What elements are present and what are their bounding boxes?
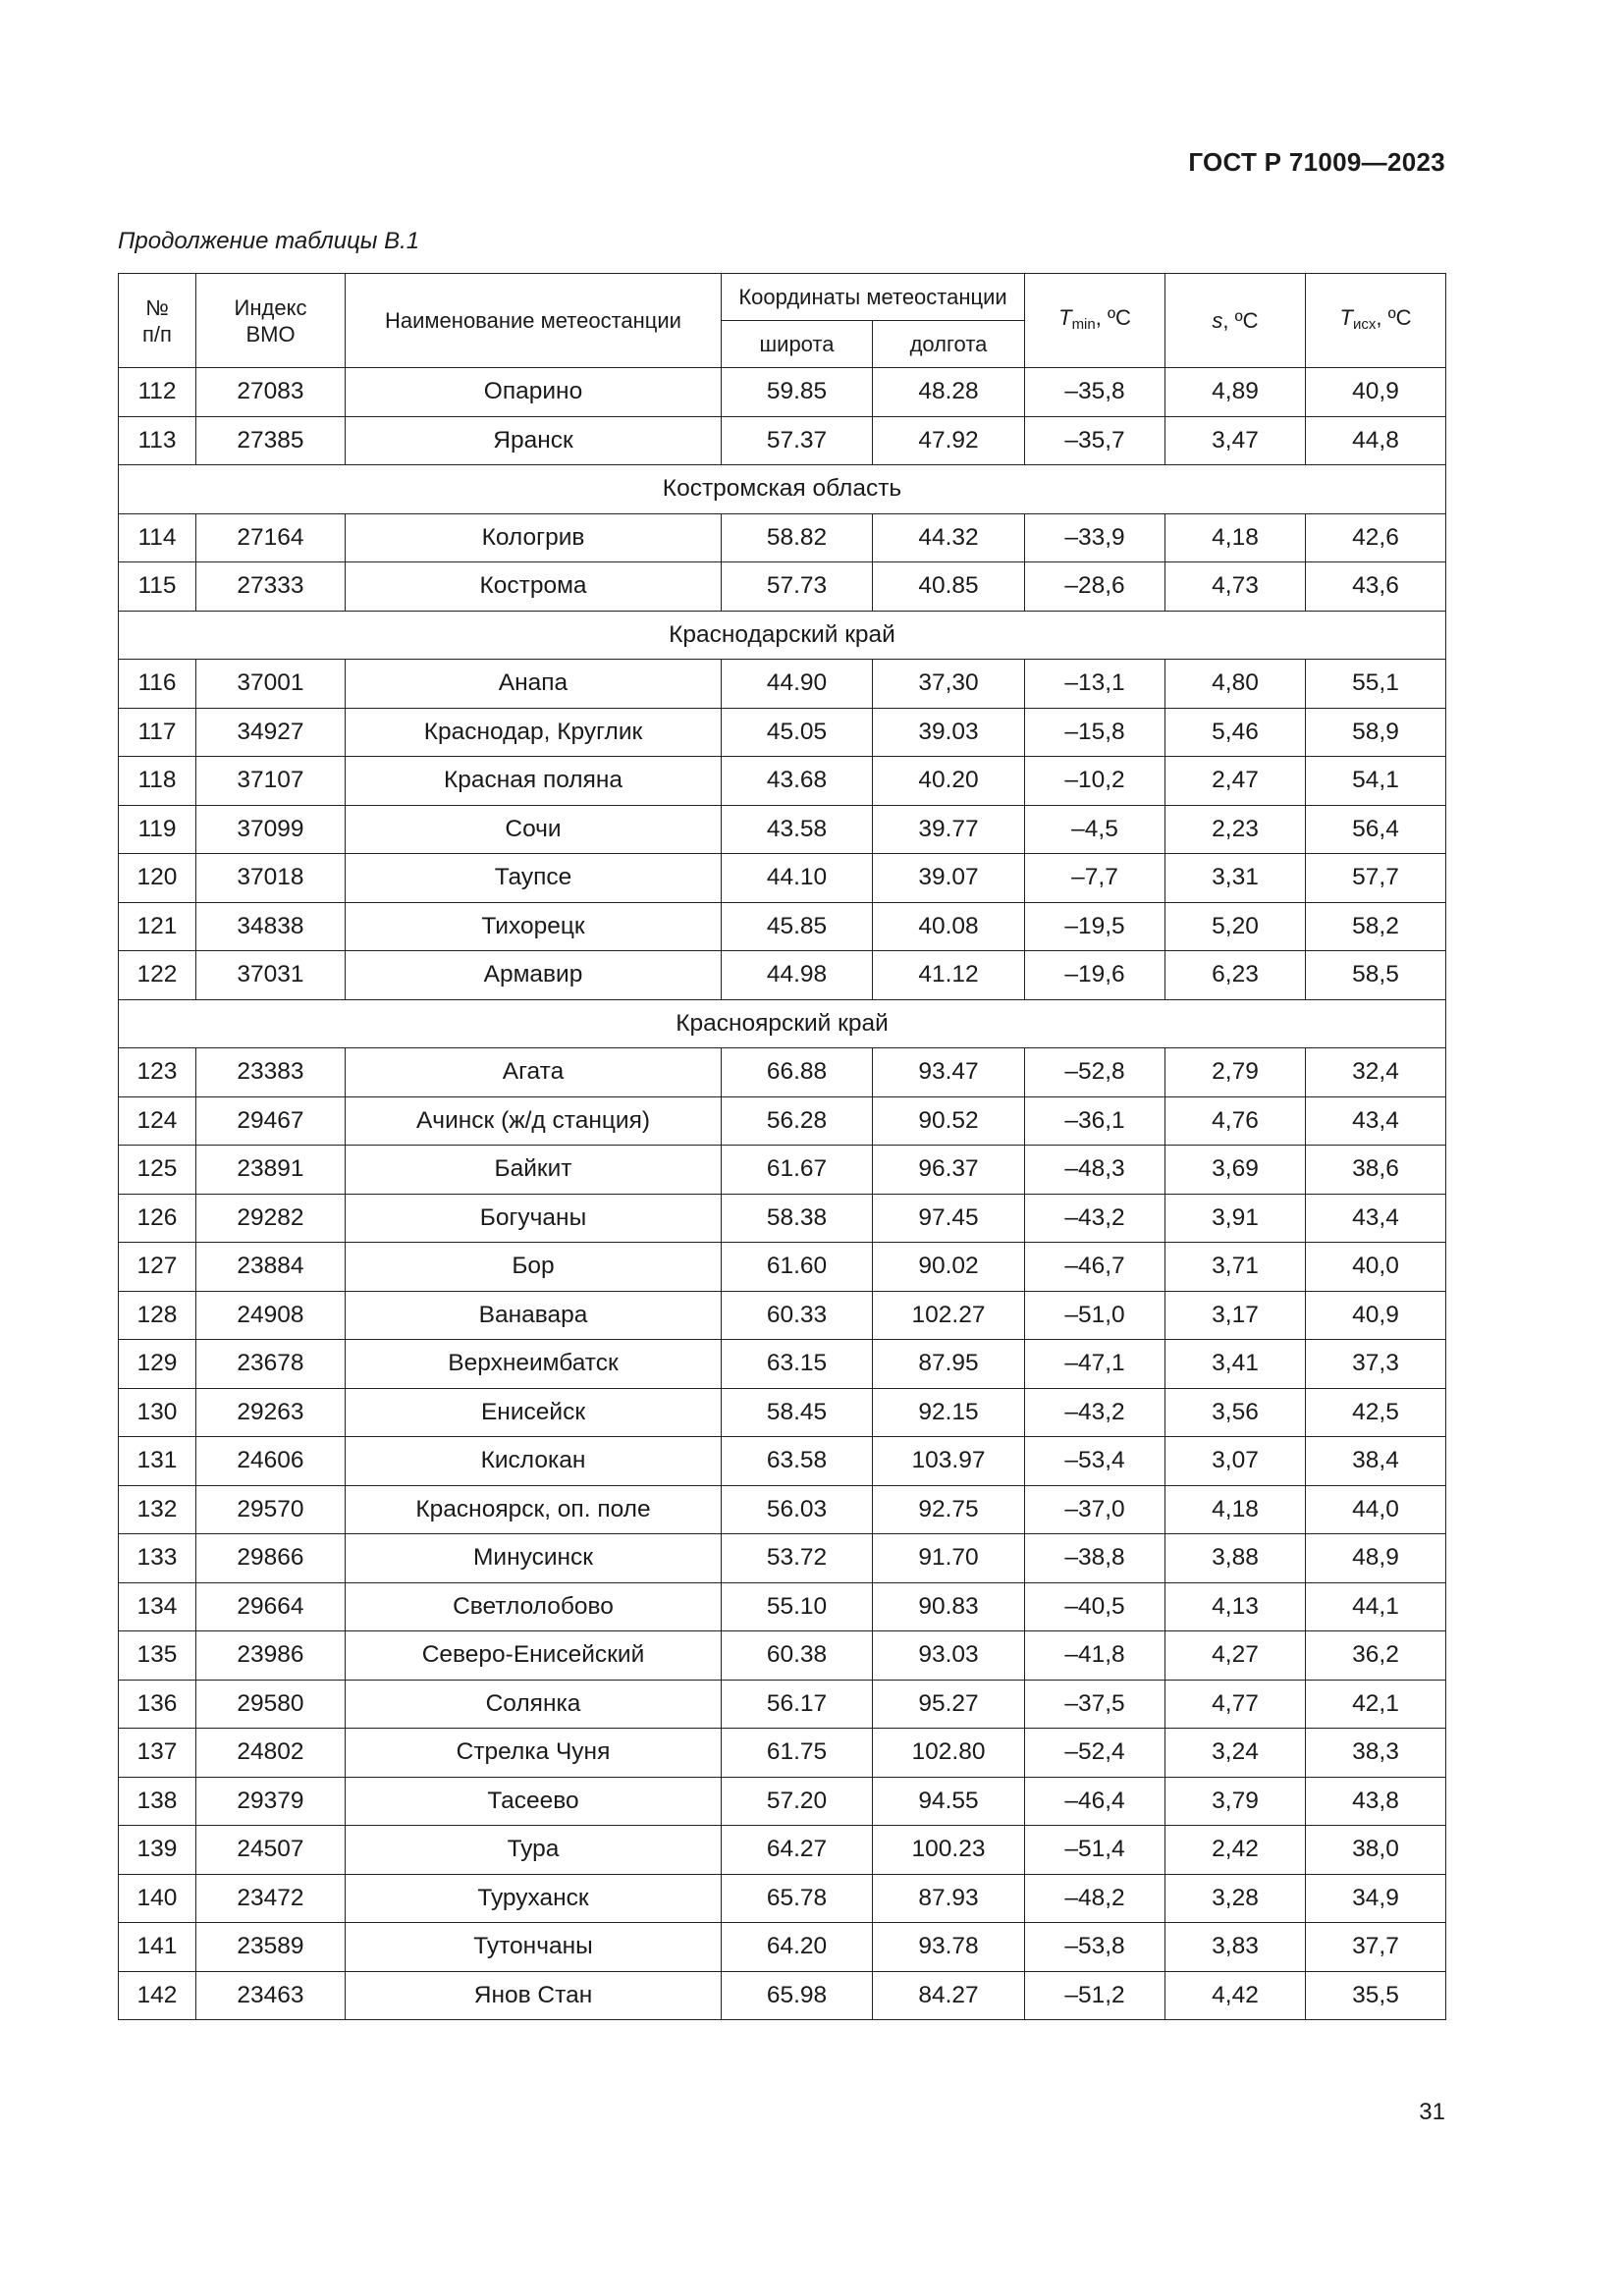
- cell-tisx: 40,0: [1306, 1243, 1446, 1292]
- table-row: [119, 1631, 1446, 1681]
- cell-s: 4,27: [1165, 1631, 1306, 1681]
- table-row: [119, 513, 1446, 562]
- cell-latitude: 44.98: [722, 951, 873, 1000]
- cell-wmo-index: 23891: [196, 1146, 346, 1195]
- cell-longitude: 39.03: [873, 708, 1025, 757]
- cell-number: 118: [119, 757, 196, 806]
- cell-number: 137: [119, 1729, 196, 1778]
- cell-number: 123: [119, 1048, 196, 1097]
- cell-wmo-index: 29570: [196, 1485, 346, 1534]
- cell-tmin: –10,2: [1025, 757, 1165, 806]
- cell-tmin: –41,8: [1025, 1631, 1165, 1681]
- cell-longitude: 94.55: [873, 1777, 1025, 1826]
- cell-station-name: Кострома: [346, 562, 722, 612]
- cell-longitude: 44.32: [873, 513, 1025, 562]
- cell-station-name: Северо-Енисейский: [346, 1631, 722, 1681]
- cell-tisx: 35,5: [1306, 1971, 1446, 2020]
- cell-s: 6,23: [1165, 951, 1306, 1000]
- table-row: [119, 951, 1446, 1000]
- cell-longitude: 92.75: [873, 1485, 1025, 1534]
- cell-tmin: –37,5: [1025, 1680, 1165, 1729]
- cell-tisx: 55,1: [1306, 660, 1446, 709]
- cell-tisx: 58,9: [1306, 708, 1446, 757]
- cell-number: 138: [119, 1777, 196, 1826]
- cell-latitude: 57.73: [722, 562, 873, 612]
- cell-latitude: 56.17: [722, 1680, 873, 1729]
- cell-wmo-index: 23986: [196, 1631, 346, 1681]
- cell-tmin: –43,2: [1025, 1388, 1165, 1437]
- cell-tisx: 58,2: [1306, 902, 1446, 951]
- document-code: ГОСТ Р 71009—2023: [1188, 147, 1445, 177]
- cell-longitude: 96.37: [873, 1146, 1025, 1195]
- page-number: 31: [1419, 2099, 1445, 2125]
- cell-longitude: 40.08: [873, 902, 1025, 951]
- cell-longitude: 41.12: [873, 951, 1025, 1000]
- cell-s: 3,79: [1165, 1777, 1306, 1826]
- cell-tmin: –51,4: [1025, 1826, 1165, 1875]
- cell-number: 116: [119, 660, 196, 709]
- cell-tmin: –51,2: [1025, 1971, 1165, 2020]
- cell-tisx: 38,4: [1306, 1437, 1446, 1486]
- cell-latitude: 61.67: [722, 1146, 873, 1195]
- header-longitude: долгота: [873, 321, 1025, 368]
- cell-tisx: 42,6: [1306, 513, 1446, 562]
- cell-station-name: Тасеево: [346, 1777, 722, 1826]
- cell-s: 3,47: [1165, 416, 1306, 465]
- cell-number: 130: [119, 1388, 196, 1437]
- table-row: [119, 1923, 1446, 1972]
- cell-station-name: Ванавара: [346, 1291, 722, 1340]
- cell-longitude: 84.27: [873, 1971, 1025, 2020]
- cell-number: 129: [119, 1340, 196, 1389]
- table-row: [119, 1291, 1446, 1340]
- cell-station-name: Кислокан: [346, 1437, 722, 1486]
- cell-latitude: 45.85: [722, 902, 873, 951]
- cell-s: 3,69: [1165, 1146, 1306, 1195]
- cell-latitude: 63.15: [722, 1340, 873, 1389]
- cell-station-name: Светлолобово: [346, 1582, 722, 1631]
- cell-tmin: –28,6: [1025, 562, 1165, 612]
- cell-longitude: 40.85: [873, 562, 1025, 612]
- cell-longitude: 37,30: [873, 660, 1025, 709]
- header-station-name: Наименование метеостанции: [346, 274, 722, 368]
- cell-wmo-index: 24908: [196, 1291, 346, 1340]
- cell-station-name: Богучаны: [346, 1194, 722, 1243]
- table-row: [119, 1388, 1446, 1437]
- cell-number: 120: [119, 854, 196, 903]
- cell-tmin: –40,5: [1025, 1582, 1165, 1631]
- table-row: [119, 1729, 1446, 1778]
- region-name: Краснодарский край: [119, 611, 1446, 660]
- cell-latitude: 58.82: [722, 513, 873, 562]
- cell-station-name: Тура: [346, 1826, 722, 1875]
- cell-station-name: Краснодар, Круглик: [346, 708, 722, 757]
- cell-tisx: 43,6: [1306, 562, 1446, 612]
- cell-longitude: 93.03: [873, 1631, 1025, 1681]
- cell-station-name: Тутончаны: [346, 1923, 722, 1972]
- cell-tisx: 54,1: [1306, 757, 1446, 806]
- cell-s: 3,88: [1165, 1534, 1306, 1583]
- cell-wmo-index: 29263: [196, 1388, 346, 1437]
- cell-number: 140: [119, 1874, 196, 1923]
- cell-wmo-index: 23884: [196, 1243, 346, 1292]
- cell-number: 112: [119, 368, 196, 417]
- cell-wmo-index: 29580: [196, 1680, 346, 1729]
- region-row: [119, 465, 1446, 514]
- cell-longitude: 92.15: [873, 1388, 1025, 1437]
- cell-latitude: 44.10: [722, 854, 873, 903]
- table-row: [119, 1485, 1446, 1534]
- cell-longitude: 93.78: [873, 1923, 1025, 1972]
- cell-number: 136: [119, 1680, 196, 1729]
- cell-station-name: Яранск: [346, 416, 722, 465]
- table-row: [119, 1680, 1446, 1729]
- cell-wmo-index: 37018: [196, 854, 346, 903]
- cell-s: 3,17: [1165, 1291, 1306, 1340]
- cell-longitude: 100.23: [873, 1826, 1025, 1875]
- cell-s: 4,77: [1165, 1680, 1306, 1729]
- cell-number: 133: [119, 1534, 196, 1583]
- cell-tisx: 38,3: [1306, 1729, 1446, 1778]
- region-name: Красноярский край: [119, 999, 1446, 1048]
- cell-number: 131: [119, 1437, 196, 1486]
- cell-tisx: 37,7: [1306, 1923, 1446, 1972]
- cell-tmin: –53,4: [1025, 1437, 1165, 1486]
- table-caption: Продолжение таблицы В.1: [118, 228, 420, 254]
- cell-tisx: 34,9: [1306, 1874, 1446, 1923]
- cell-longitude: 87.93: [873, 1874, 1025, 1923]
- cell-longitude: 95.27: [873, 1680, 1025, 1729]
- header-s: s, ºС: [1165, 274, 1306, 368]
- cell-station-name: Таупсе: [346, 854, 722, 903]
- cell-s: 2,23: [1165, 805, 1306, 854]
- cell-tisx: 43,4: [1306, 1096, 1446, 1146]
- cell-tisx: 58,5: [1306, 951, 1446, 1000]
- cell-tisx: 40,9: [1306, 1291, 1446, 1340]
- cell-number: 122: [119, 951, 196, 1000]
- cell-tmin: –46,4: [1025, 1777, 1165, 1826]
- cell-station-name: Красноярск, оп. поле: [346, 1485, 722, 1534]
- cell-tmin: –52,4: [1025, 1729, 1165, 1778]
- cell-station-name: Сочи: [346, 805, 722, 854]
- cell-s: 3,07: [1165, 1437, 1306, 1486]
- cell-station-name: Красная поляна: [346, 757, 722, 806]
- cell-tisx: 48,9: [1306, 1534, 1446, 1583]
- table-row: [119, 854, 1446, 903]
- cell-tmin: –48,2: [1025, 1874, 1165, 1923]
- table-row: [119, 708, 1446, 757]
- cell-longitude: 90.83: [873, 1582, 1025, 1631]
- header-tisx: $T_{исх}$, ºС: [1306, 274, 1446, 368]
- cell-wmo-index: 23463: [196, 1971, 346, 2020]
- cell-station-name: Агата: [346, 1048, 722, 1097]
- cell-station-name: Верхнеимбатск: [346, 1340, 722, 1389]
- cell-latitude: 43.68: [722, 757, 873, 806]
- cell-wmo-index: 34927: [196, 708, 346, 757]
- cell-s: 4,18: [1165, 1485, 1306, 1534]
- stations-table: [118, 273, 1446, 2020]
- table-row: [119, 1826, 1446, 1875]
- cell-latitude: 60.33: [722, 1291, 873, 1340]
- cell-latitude: 65.78: [722, 1874, 873, 1923]
- cell-wmo-index: 24606: [196, 1437, 346, 1486]
- cell-station-name: Солянка: [346, 1680, 722, 1729]
- cell-tmin: –15,8: [1025, 708, 1165, 757]
- region-row: [119, 999, 1446, 1048]
- cell-latitude: 61.60: [722, 1243, 873, 1292]
- cell-tmin: –19,6: [1025, 951, 1165, 1000]
- table-row: [119, 1534, 1446, 1583]
- table-row: [119, 805, 1446, 854]
- header-coordinates: Координаты метеостанции: [722, 274, 1025, 321]
- cell-tmin: –4,5: [1025, 805, 1165, 854]
- cell-station-name: Минусинск: [346, 1534, 722, 1583]
- cell-number: 128: [119, 1291, 196, 1340]
- cell-latitude: 56.28: [722, 1096, 873, 1146]
- cell-number: 126: [119, 1194, 196, 1243]
- cell-number: 117: [119, 708, 196, 757]
- table-row: [119, 1048, 1446, 1097]
- cell-longitude: 91.70: [873, 1534, 1025, 1583]
- cell-tmin: –19,5: [1025, 902, 1165, 951]
- header-number: № п/п: [119, 274, 196, 368]
- table-row: [119, 1096, 1446, 1146]
- cell-number: 115: [119, 562, 196, 612]
- cell-tmin: –46,7: [1025, 1243, 1165, 1292]
- cell-number: 132: [119, 1485, 196, 1534]
- cell-tmin: –48,3: [1025, 1146, 1165, 1195]
- cell-longitude: 102.27: [873, 1291, 1025, 1340]
- cell-s: 3,41: [1165, 1340, 1306, 1389]
- cell-station-name: Анапа: [346, 660, 722, 709]
- cell-tmin: –53,8: [1025, 1923, 1165, 1972]
- cell-latitude: 57.20: [722, 1777, 873, 1826]
- cell-station-name: Янов Стан: [346, 1971, 722, 2020]
- cell-tisx: 42,5: [1306, 1388, 1446, 1437]
- cell-s: 2,42: [1165, 1826, 1306, 1875]
- cell-tisx: 43,4: [1306, 1194, 1446, 1243]
- cell-station-name: Армавир: [346, 951, 722, 1000]
- cell-longitude: 40.20: [873, 757, 1025, 806]
- cell-s: 5,46: [1165, 708, 1306, 757]
- cell-s: 4,76: [1165, 1096, 1306, 1146]
- cell-latitude: 64.20: [722, 1923, 873, 1972]
- cell-tmin: –7,7: [1025, 854, 1165, 903]
- cell-longitude: 97.45: [873, 1194, 1025, 1243]
- cell-number: 119: [119, 805, 196, 854]
- cell-tisx: 44,0: [1306, 1485, 1446, 1534]
- cell-wmo-index: 29664: [196, 1582, 346, 1631]
- table-row: [119, 1437, 1446, 1486]
- table-row: [119, 1874, 1446, 1923]
- cell-wmo-index: 29379: [196, 1777, 346, 1826]
- cell-latitude: 58.45: [722, 1388, 873, 1437]
- cell-wmo-index: 37001: [196, 660, 346, 709]
- table-row: [119, 757, 1446, 806]
- cell-wmo-index: 34838: [196, 902, 346, 951]
- table-row: [119, 1777, 1446, 1826]
- table-row: [119, 1340, 1446, 1389]
- cell-longitude: 90.52: [873, 1096, 1025, 1146]
- table-row: [119, 416, 1446, 465]
- cell-number: 141: [119, 1923, 196, 1972]
- cell-tisx: 36,2: [1306, 1631, 1446, 1681]
- cell-tmin: –13,1: [1025, 660, 1165, 709]
- cell-wmo-index: 27083: [196, 368, 346, 417]
- cell-tmin: –37,0: [1025, 1485, 1165, 1534]
- cell-number: 124: [119, 1096, 196, 1146]
- cell-number: 127: [119, 1243, 196, 1292]
- cell-wmo-index: 27164: [196, 513, 346, 562]
- table-row: [119, 1971, 1446, 2020]
- cell-longitude: 102.80: [873, 1729, 1025, 1778]
- cell-tmin: –52,8: [1025, 1048, 1165, 1097]
- cell-s: 3,56: [1165, 1388, 1306, 1437]
- cell-number: 114: [119, 513, 196, 562]
- cell-wmo-index: 37107: [196, 757, 346, 806]
- cell-tmin: –38,8: [1025, 1534, 1165, 1583]
- cell-station-name: Кологрив: [346, 513, 722, 562]
- cell-longitude: 39.07: [873, 854, 1025, 903]
- cell-s: 3,71: [1165, 1243, 1306, 1292]
- cell-tisx: 38,6: [1306, 1146, 1446, 1195]
- cell-longitude: 103.97: [873, 1437, 1025, 1486]
- header-wmo-index: Индекс ВМО: [196, 274, 346, 368]
- cell-tmin: –35,8: [1025, 368, 1165, 417]
- cell-latitude: 59.85: [722, 368, 873, 417]
- cell-tisx: 37,3: [1306, 1340, 1446, 1389]
- table-row: [119, 1146, 1446, 1195]
- cell-tmin: –33,9: [1025, 513, 1165, 562]
- region-row: [119, 611, 1446, 660]
- cell-station-name: Тихорецк: [346, 902, 722, 951]
- cell-s: 3,28: [1165, 1874, 1306, 1923]
- cell-tmin: –51,0: [1025, 1291, 1165, 1340]
- cell-wmo-index: 23472: [196, 1874, 346, 1923]
- cell-tisx: 56,4: [1306, 805, 1446, 854]
- cell-wmo-index: 37099: [196, 805, 346, 854]
- cell-s: 4,80: [1165, 660, 1306, 709]
- cell-s: 2,79: [1165, 1048, 1306, 1097]
- cell-tisx: 42,1: [1306, 1680, 1446, 1729]
- table-row: [119, 562, 1446, 612]
- table-row: [119, 368, 1446, 417]
- cell-station-name: Байкит: [346, 1146, 722, 1195]
- cell-s: 3,83: [1165, 1923, 1306, 1972]
- cell-number: 139: [119, 1826, 196, 1875]
- cell-longitude: 87.95: [873, 1340, 1025, 1389]
- cell-number: 125: [119, 1146, 196, 1195]
- cell-s: 4,13: [1165, 1582, 1306, 1631]
- cell-tmin: –35,7: [1025, 416, 1165, 465]
- cell-s: 4,18: [1165, 513, 1306, 562]
- cell-wmo-index: 24802: [196, 1729, 346, 1778]
- cell-tisx: 32,4: [1306, 1048, 1446, 1097]
- cell-latitude: 66.88: [722, 1048, 873, 1097]
- cell-station-name: Опарино: [346, 368, 722, 417]
- cell-number: 134: [119, 1582, 196, 1631]
- cell-s: 5,20: [1165, 902, 1306, 951]
- cell-station-name: Стрелка Чуня: [346, 1729, 722, 1778]
- cell-wmo-index: 24507: [196, 1826, 346, 1875]
- cell-latitude: 65.98: [722, 1971, 873, 2020]
- table-row: [119, 1582, 1446, 1631]
- cell-s: 3,31: [1165, 854, 1306, 903]
- cell-number: 113: [119, 416, 196, 465]
- cell-longitude: 90.02: [873, 1243, 1025, 1292]
- cell-wmo-index: 27333: [196, 562, 346, 612]
- cell-latitude: 45.05: [722, 708, 873, 757]
- cell-wmo-index: 37031: [196, 951, 346, 1000]
- cell-longitude: 48.28: [873, 368, 1025, 417]
- cell-s: 4,89: [1165, 368, 1306, 417]
- cell-s: 4,42: [1165, 1971, 1306, 2020]
- cell-number: 142: [119, 1971, 196, 2020]
- cell-station-name: Бор: [346, 1243, 722, 1292]
- cell-latitude: 61.75: [722, 1729, 873, 1778]
- cell-latitude: 44.90: [722, 660, 873, 709]
- cell-longitude: 47.92: [873, 416, 1025, 465]
- cell-latitude: 43.58: [722, 805, 873, 854]
- cell-wmo-index: 23678: [196, 1340, 346, 1389]
- cell-tisx: 43,8: [1306, 1777, 1446, 1826]
- cell-tmin: –36,1: [1025, 1096, 1165, 1146]
- cell-longitude: 93.47: [873, 1048, 1025, 1097]
- cell-tisx: 44,1: [1306, 1582, 1446, 1631]
- cell-latitude: 55.10: [722, 1582, 873, 1631]
- cell-latitude: 64.27: [722, 1826, 873, 1875]
- table-row: [119, 1243, 1446, 1292]
- cell-wmo-index: 29467: [196, 1096, 346, 1146]
- cell-tisx: 57,7: [1306, 854, 1446, 903]
- header-tmin: $T_{min}$, ºС: [1025, 274, 1165, 368]
- cell-wmo-index: 23383: [196, 1048, 346, 1097]
- table-row: [119, 1194, 1446, 1243]
- cell-latitude: 56.03: [722, 1485, 873, 1534]
- cell-longitude: 39.77: [873, 805, 1025, 854]
- cell-s: 4,73: [1165, 562, 1306, 612]
- cell-latitude: 57.37: [722, 416, 873, 465]
- cell-number: 121: [119, 902, 196, 951]
- cell-s: 2,47: [1165, 757, 1306, 806]
- cell-wmo-index: 29866: [196, 1534, 346, 1583]
- cell-latitude: 60.38: [722, 1631, 873, 1681]
- cell-latitude: 58.38: [722, 1194, 873, 1243]
- header-latitude: широта: [722, 321, 873, 368]
- cell-station-name: Ачинск (ж/д станция): [346, 1096, 722, 1146]
- cell-latitude: 53.72: [722, 1534, 873, 1583]
- cell-wmo-index: 29282: [196, 1194, 346, 1243]
- cell-wmo-index: 27385: [196, 416, 346, 465]
- cell-station-name: Туруханск: [346, 1874, 722, 1923]
- cell-tmin: –43,2: [1025, 1194, 1165, 1243]
- cell-wmo-index: 23589: [196, 1923, 346, 1972]
- table-row: [119, 902, 1446, 951]
- cell-latitude: 63.58: [722, 1437, 873, 1486]
- cell-s: 3,91: [1165, 1194, 1306, 1243]
- cell-tisx: 44,8: [1306, 416, 1446, 465]
- cell-tisx: 38,0: [1306, 1826, 1446, 1875]
- region-name: Костромская область: [119, 465, 1446, 514]
- cell-tisx: 40,9: [1306, 368, 1446, 417]
- cell-station-name: Енисейск: [346, 1388, 722, 1437]
- cell-tmin: –47,1: [1025, 1340, 1165, 1389]
- table-row: [119, 660, 1446, 709]
- cell-number: 135: [119, 1631, 196, 1681]
- cell-s: 3,24: [1165, 1729, 1306, 1778]
